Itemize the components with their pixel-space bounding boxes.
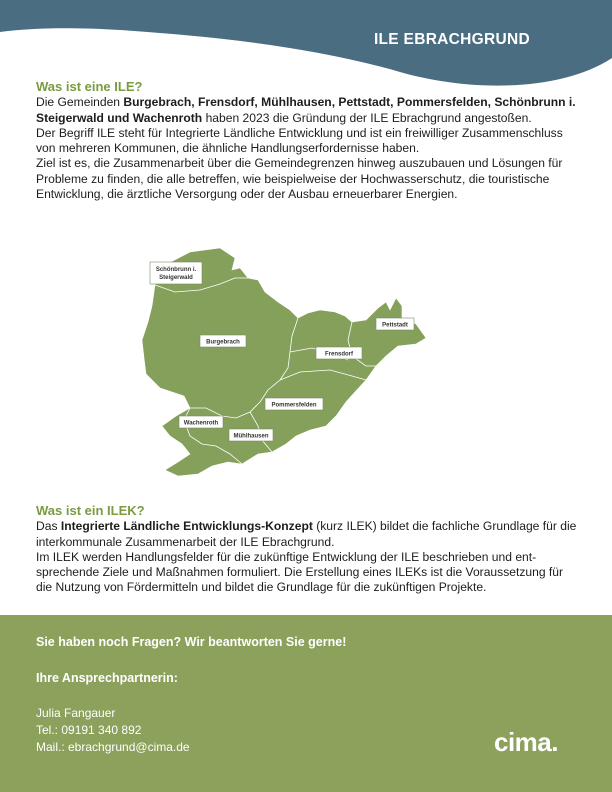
label-pommersfelden: Pommersfelden bbox=[271, 402, 317, 409]
intro-section bbox=[36, 79, 576, 202]
label-pettstadt: Pettstadt bbox=[382, 322, 408, 329]
label-schoenbrunn-line2: Steigerwald bbox=[159, 275, 193, 281]
contact-name: Julia Fangauer bbox=[36, 706, 116, 720]
intro-paragraph-3: Ziel ist es, die Zusammenarbeit über die Gemeindegrenzen hinweg auszubauen und Lösungen für Probleme zu finden, die alle betreffen, wie beispielweise der Hochwasserschutz, die touristische Entwicklung, die ärztliche Versorgung oder der Ausbau erneuerbarer Energien. bbox=[36, 156, 563, 202]
intro-p1-post: haben 2023 die Gründung der ILE Ebrachgrund angestoßen. bbox=[202, 110, 532, 125]
ilek-p1-term: Integrierte Ländliche Entwicklungs-Konzept bbox=[60, 519, 313, 534]
intro-paragraph-1 bbox=[36, 95, 576, 126]
ilek-heading: Was ist ein ILEK? bbox=[36, 503, 145, 518]
label-burgebrach: Burgebrach bbox=[206, 339, 240, 346]
intro-heading: Was ist eine ILE? bbox=[36, 79, 143, 94]
contact-footer bbox=[0, 615, 612, 792]
intro-p1-pre: Die Gemeinden bbox=[36, 95, 124, 110]
label-wachenroth: Wachenroth bbox=[183, 420, 219, 427]
ilek-section bbox=[36, 503, 581, 596]
contact-phone[interactable]: Tel.: 09191 340 892 bbox=[36, 723, 142, 737]
ilek-p1-post: (kurz ILEK) bildet die fachliche Grundlage für die interkommunale Zusammenarbeit der ILE Ebrachgrund. bbox=[36, 519, 577, 549]
ilek-paragraph-1 bbox=[36, 519, 581, 550]
footer-contact-heading: Ihre Ansprechpartnerin: bbox=[36, 671, 178, 685]
ilek-paragraph-2: Im ILEK werden Handlungsfelder für die zukünftige Entwicklung der ILE beschrieben und entsprechende Ziele und Maßnahmen formuliert. Die Erstellung eines ILEKs ist die Voraussetzung für die Nutzung von Fördermitteln und bildet die Grundlage für die zukünftigen Projekte. bbox=[36, 549, 564, 595]
label-frensdorf: Frensdorf bbox=[324, 351, 354, 358]
region-map bbox=[140, 240, 440, 490]
label-muehlhausen: Mühlhausen bbox=[233, 433, 269, 440]
header-title: ILE EBRACHGRUND bbox=[373, 31, 530, 48]
label-schoenbrunn-line1: Schönbrunn i. bbox=[155, 267, 197, 273]
footer-contact-details bbox=[36, 705, 190, 756]
footer-question: Sie haben noch Fragen? Wir beantworten Sie gerne! bbox=[36, 635, 347, 649]
ilek-p1-pre: Das bbox=[36, 519, 61, 534]
contact-email[interactable]: Mail.: ebrachgrund@cima.de bbox=[36, 740, 190, 754]
cima-logo: cima. bbox=[494, 727, 558, 757]
intro-p1-municipalities: Burgebrach, Frensdorf, Mühlhausen, Pettstadt, Pommersfelden, Schönbrunn i. Steigerwald und Wachenroth bbox=[36, 95, 576, 125]
intro-paragraph-2: Der Begriff ILE steht für Integrierte Ländliche Entwicklung und ist ein freiwilliger Zusammenschluss von mehreren Kommunen, die ähnliche Handlungserfordernisse haben. bbox=[36, 125, 563, 156]
